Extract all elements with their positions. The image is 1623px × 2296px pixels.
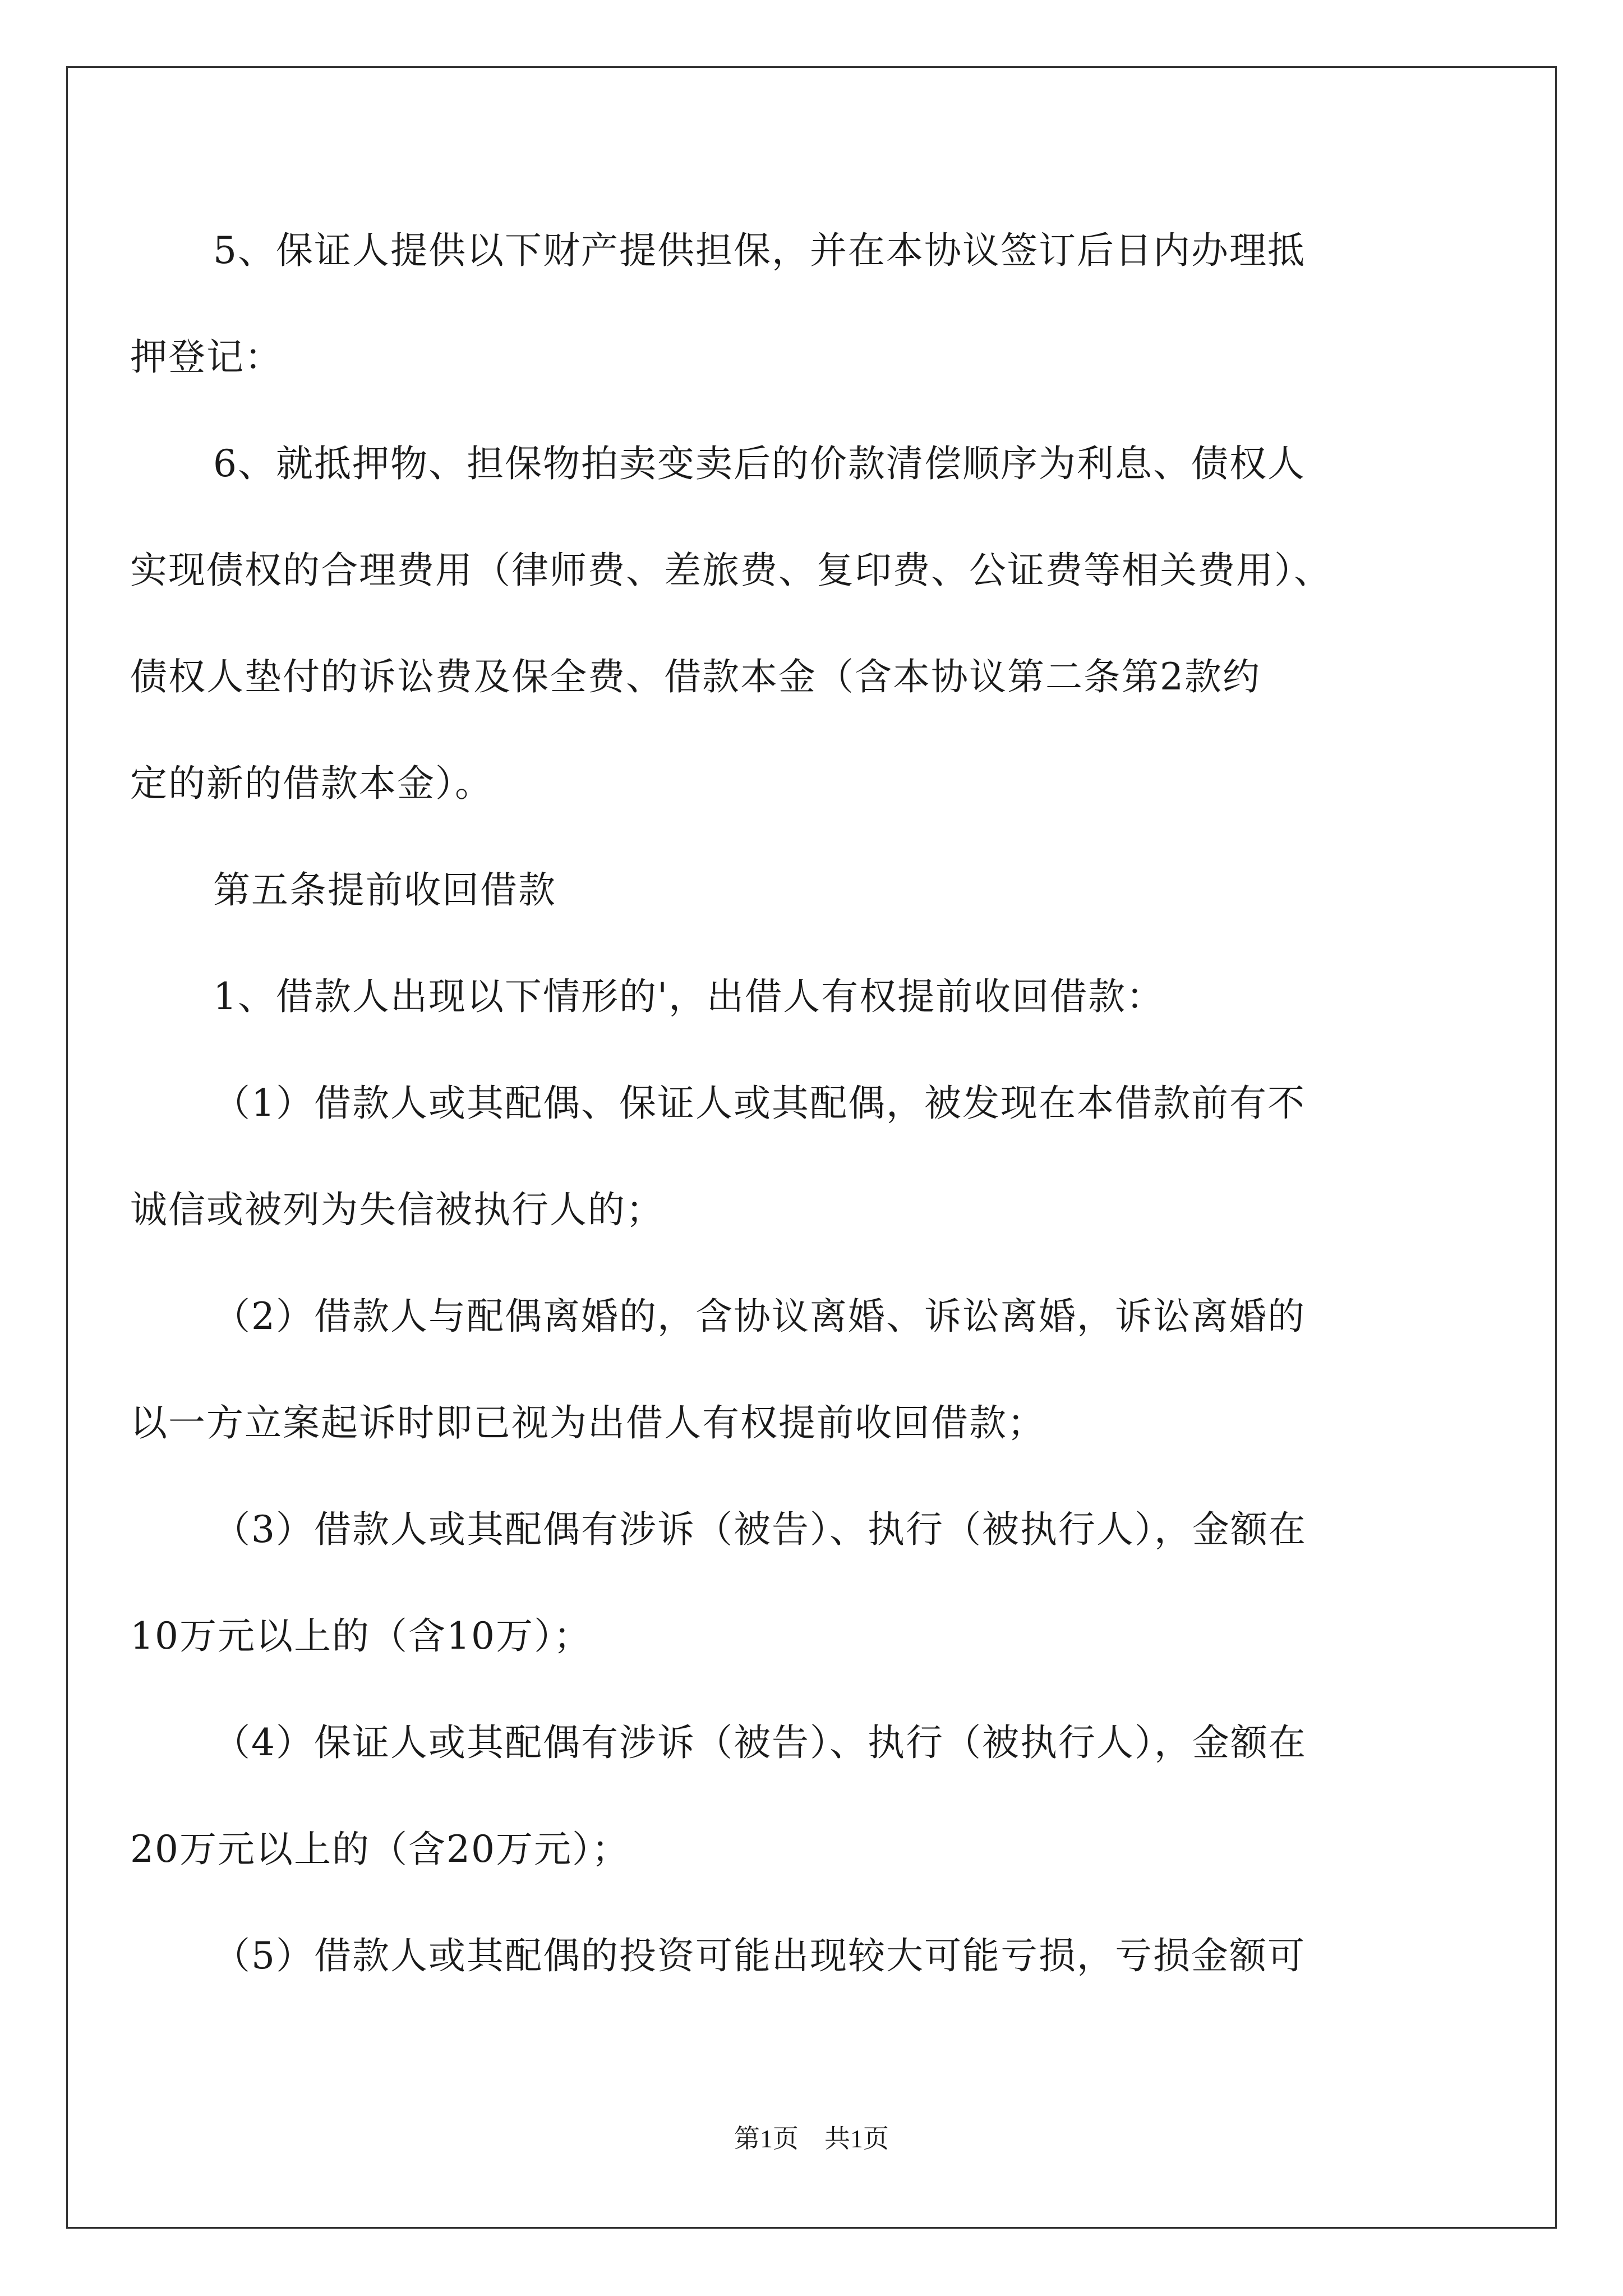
paragraph-line: （3）借款人或其配偶有涉诉（被告）、执行（被执行人），金额在 — [213, 1508, 1307, 1551]
paragraph-line: 债权人垫付的诉讼费及保全费、借款本金（含本协议第二条第2款约 — [130, 655, 1261, 698]
page-border — [66, 66, 1557, 2229]
section-heading: 第五条提前收回借款 — [213, 868, 556, 912]
paragraph-line: 实现债权的合理费用（律师费、差旅费、复印费、公证费等相关费用）、 — [130, 549, 1332, 592]
paragraph-line: 1、借款人出现以下情形的'，出借人有权提前收回借款： — [213, 975, 1165, 1018]
paragraph-line: 以一方立案起诉时即已视为出借人有权提前收回借款； — [130, 1401, 1045, 1444]
paragraph-line: 定的新的借款本金）。 — [130, 762, 493, 805]
paragraph-line: 诚信或被列为失信被执行人的； — [130, 1188, 664, 1231]
paragraph-line: 10万元以上的（含10万）； — [130, 1614, 592, 1658]
paragraph-line: （5）借款人或其配偶的投资可能出现较大可能亏损，亏损金额可 — [213, 1934, 1306, 1977]
paragraph-line: （4）保证人或其配偶有涉诉（被告）、执行（被执行人），金额在 — [213, 1721, 1307, 1764]
paragraph-line: （2）借款人与配偶离婚的，含协议离婚、诉讼离婚，诉讼离婚的 — [213, 1295, 1306, 1338]
paragraph-line: 20万元以上的（含20万元）； — [130, 1828, 630, 1871]
page-number: 第1页 — [734, 2124, 799, 2153]
page-footer — [0, 2122, 1623, 2156]
paragraph-line: 押登记： — [130, 335, 283, 379]
paragraph-line: （1）借款人或其配偶、保证人或其配偶，被发现在本借款前有不 — [213, 1082, 1306, 1125]
paragraph-line: 6、就抵押物、担保物拍卖变卖后的价款清偿顺序为利息、债权人 — [213, 442, 1306, 485]
page-total: 共1页 — [824, 2124, 889, 2153]
paragraph-line: 5、保证人提供以下财产提供担保，并在本协议签订后日内办理抵 — [213, 229, 1306, 272]
